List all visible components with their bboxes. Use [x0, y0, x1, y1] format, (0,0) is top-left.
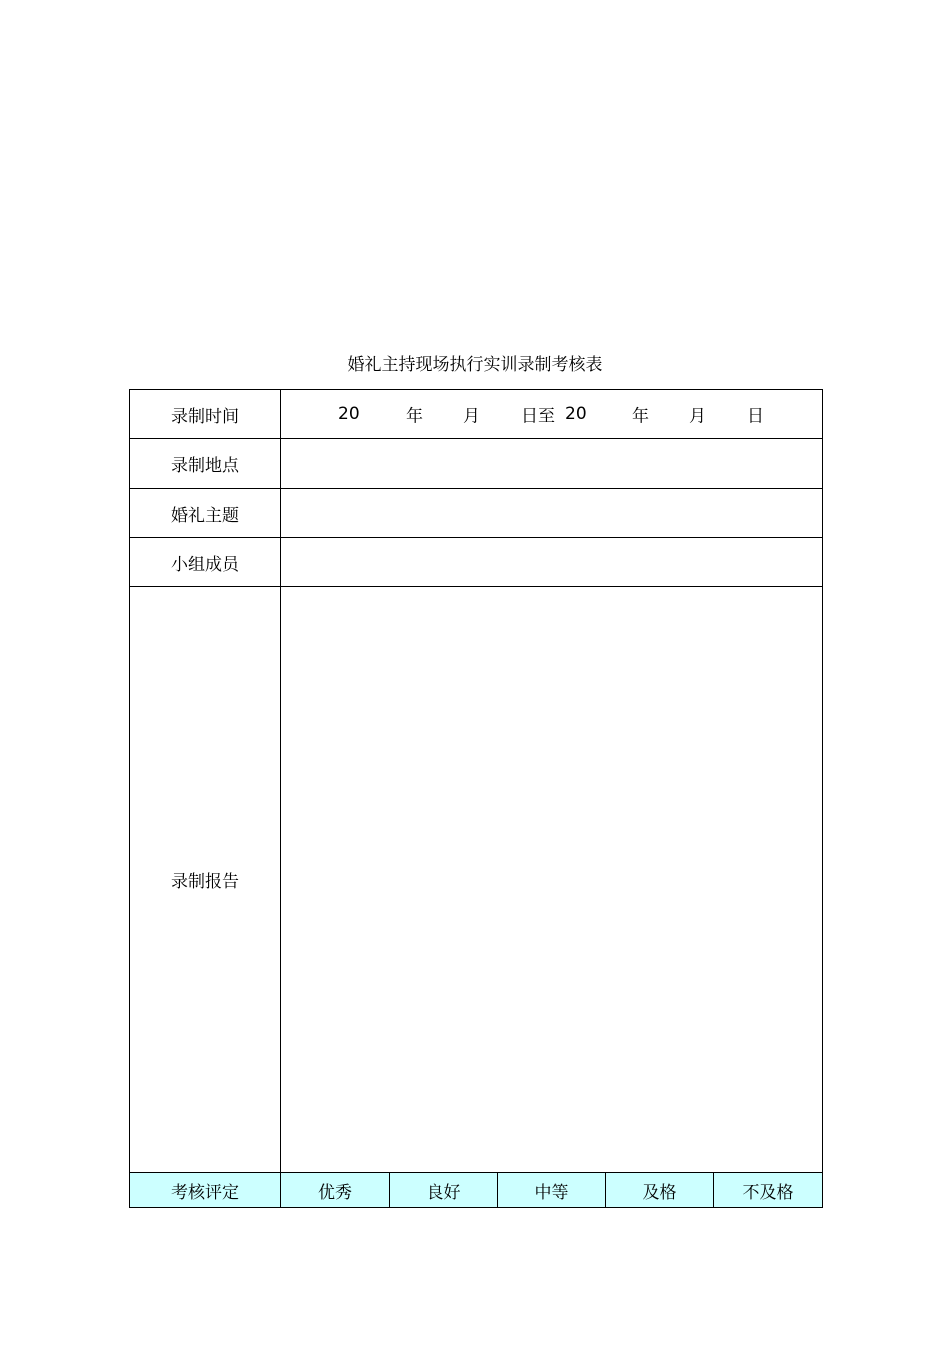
row-assessment-rating	[130, 1173, 823, 1208]
assessment-form-table	[129, 389, 823, 1208]
assessment-rating-label: 考核评定	[130, 1173, 281, 1208]
recording-place-label: 录制地点	[130, 439, 281, 489]
end-year-prefix: 20	[565, 404, 587, 424]
row-group-members	[130, 538, 823, 587]
end-month-unit: 月	[689, 406, 706, 427]
start-year-prefix: 20	[338, 404, 360, 424]
rating-option-pass[interactable]: 及格	[606, 1173, 714, 1208]
rating-option-average[interactable]: 中等	[498, 1173, 606, 1208]
rating-option-fail[interactable]: 不及格	[714, 1173, 823, 1208]
start-year-unit: 年	[406, 406, 423, 427]
recording-time-field[interactable]	[281, 390, 823, 439]
recording-report-field[interactable]	[281, 587, 823, 1173]
row-recording-time	[130, 390, 823, 439]
recording-report-label: 录制报告	[130, 587, 281, 1173]
end-day-unit: 日	[747, 406, 764, 427]
page-title: 婚礼主持现场执行实训录制考核表	[347, 355, 603, 375]
row-recording-report	[130, 587, 823, 1173]
row-wedding-theme	[130, 489, 823, 538]
row-recording-place	[130, 439, 823, 489]
start-month-unit: 月	[463, 406, 480, 427]
recording-place-field[interactable]	[281, 439, 823, 489]
start-day-to: 日至	[521, 406, 555, 427]
group-members-label: 小组成员	[130, 538, 281, 587]
rating-option-good[interactable]: 良好	[390, 1173, 498, 1208]
wedding-theme-field[interactable]	[281, 489, 823, 538]
rating-option-excellent[interactable]: 优秀	[281, 1173, 390, 1208]
wedding-theme-label: 婚礼主题	[130, 489, 281, 538]
group-members-field[interactable]	[281, 538, 823, 587]
recording-time-label: 录制时间	[130, 390, 281, 439]
end-year-unit: 年	[632, 406, 649, 427]
